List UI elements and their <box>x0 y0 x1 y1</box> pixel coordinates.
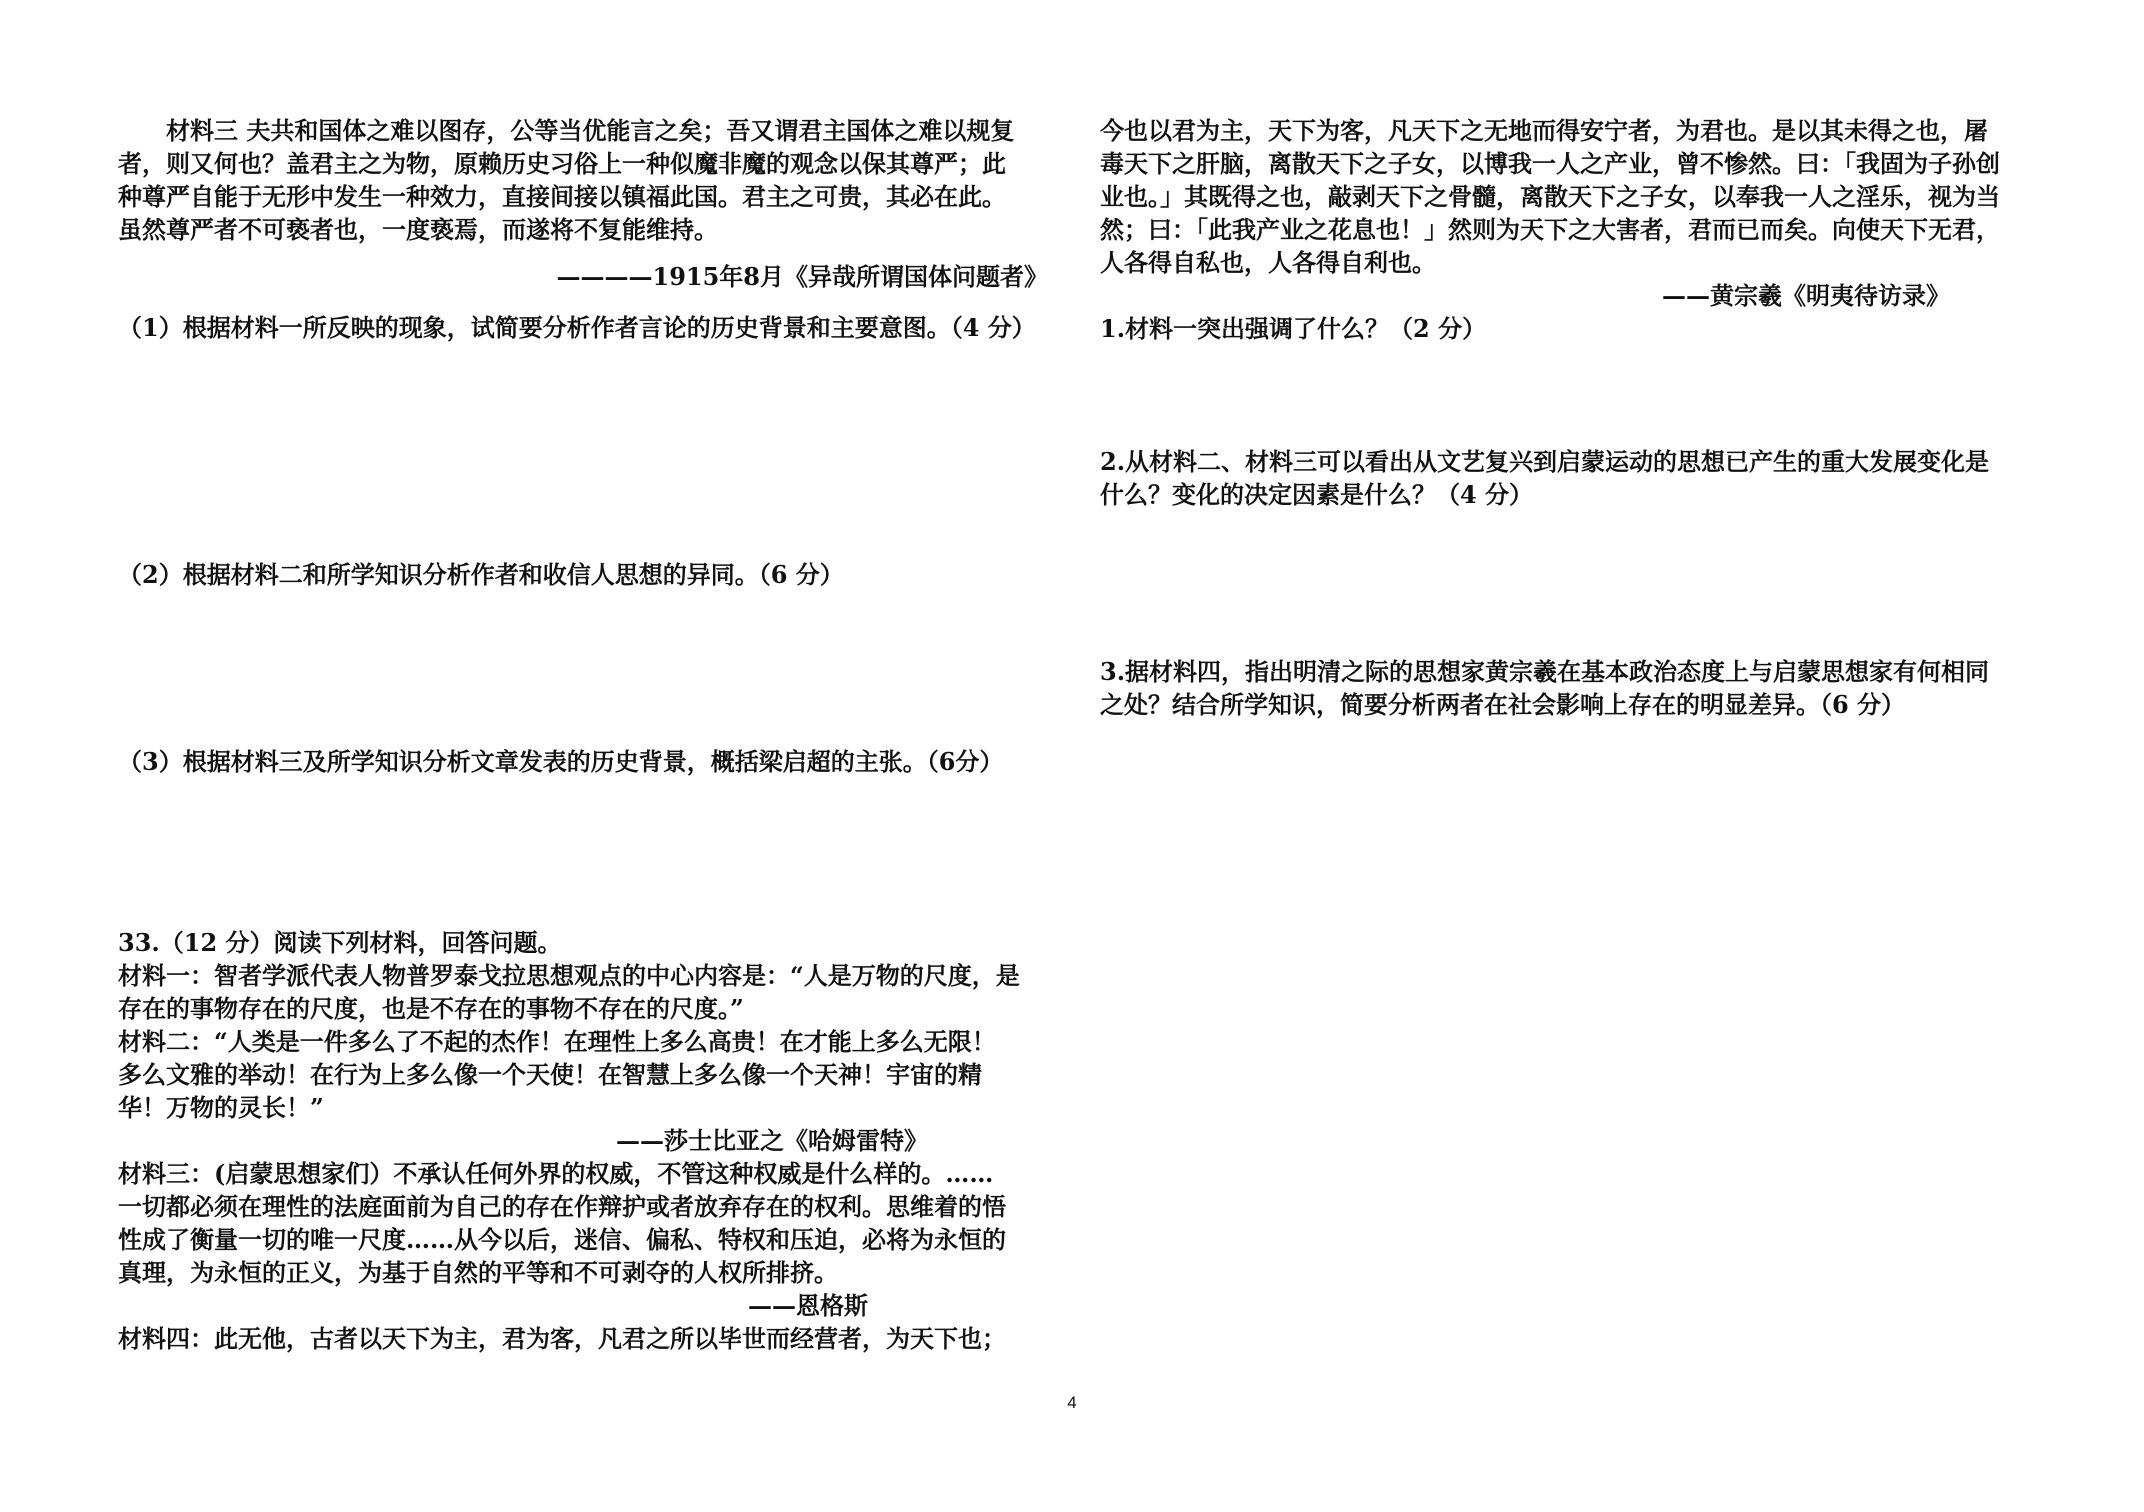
material-4-line: 材料四：此无他，古者以天下为主，君为客，凡君之所以毕世而经营者，为天下也； <box>118 1324 1006 1353</box>
material3-block <box>118 114 1058 246</box>
material3-line: 虽然尊严者不可亵者也，一度亵焉，而遂将不复能维持。 <box>118 215 718 244</box>
material-4-continued-line: 人各得自私也，人各得自利也。 <box>1100 248 1436 277</box>
material-2-line: 材料二：“人类是一件多么了不起的杰作！在理性上多么高贵！在才能上多么无限！ <box>118 1027 996 1056</box>
right-column <box>1100 114 2040 721</box>
material-3-line: 性成了衡量一切的唯一尺度……从今以后，迷信、偏私、特权和压迫，必将为永恒的 <box>118 1225 1006 1254</box>
right-question-2 <box>1100 445 2040 511</box>
right-question-3-line: 3.据材料四，指出明清之际的思想家黄宗羲在基本政治态度上与启蒙思想家有何相同 <box>1100 657 1990 686</box>
material-4-continued-line: 今也以君为主，天下为客，凡天下之无地而得安宁者，为君也。是以其未得之也，屠 <box>1100 116 1988 145</box>
question-33-heading: 33.（12 分）阅读下列材料，回答问题。 <box>118 928 562 957</box>
material-3-line: 真理，为永恒的正义，为基于自然的平等和不可剥夺的人权所排挤。 <box>118 1258 838 1287</box>
material-2-line: 华！万物的灵长！” <box>118 1093 324 1122</box>
right-question-3-line: 之处？结合所学知识，简要分析两者在社会影响上存在的明显差异。（6 分） <box>1100 690 1906 719</box>
question-1: （1）根据材料一所反映的现象，试简要分析作者言论的历史背景和主要意图。（4 分） <box>118 313 1036 342</box>
material3-line: 种尊严自能于无形中发生一种效力，直接间接以镇福此国。君主之可贵，其必在此。 <box>118 182 1006 211</box>
right-question-1: 1.材料一突出强调了什么？（2 分） <box>1100 314 1487 343</box>
right-question-3 <box>1100 655 2040 721</box>
material3-line: 材料三 夫共和国体之难以图存，公等当优能言之矣；吾又谓君主国体之难以规复 <box>166 116 1015 145</box>
material3-source: ————1915年8月《异哉所谓国体问题者》 <box>556 262 1048 291</box>
material-1-line: 存在的事物存在的尺度，也是不存在的事物不存在的尺度。” <box>118 994 744 1023</box>
material-4-continued-line: 然；曰：「此我产业之花息也！」然则为天下之大害者，君而已而矣。向使天下无君， <box>1100 215 2000 244</box>
page-number: 4 <box>1067 1393 1077 1412</box>
material-2-line: 多么文雅的举动！在行为上多么像一个天使！在智慧上多么像一个天神！宇宙的精 <box>118 1060 982 1089</box>
right-question-2-line: 什么？变化的决定因素是什么？（4 分） <box>1100 480 1534 509</box>
left-column <box>118 114 1058 1355</box>
material-4-continued-line: 业也。」其既得之也，敲剥天下之骨髓，离散天下之子女，以奉我一人之淫乐，视为当 <box>1100 182 2000 211</box>
material3-line: 者，则又何也？盖君主之为物，原赖历史习俗上一种似魔非魔的观念以保其尊严；此 <box>118 149 1006 178</box>
right-question-2-line: 2.从材料二、材料三可以看出从文艺复兴到启蒙运动的思想已产生的重大发展变化是 <box>1100 447 1990 476</box>
material-3-source: ——恩格斯 <box>748 1291 868 1320</box>
material-3-line: 材料三：(启蒙思想家们）不承认任何外界的权威，不管这种权威是什么样的。…… <box>118 1159 994 1188</box>
question-2: （2）根据材料二和所学知识分析作者和收信人思想的异同。（6 分） <box>118 560 844 589</box>
material-4-source: ——黄宗羲《明夷待访录》 <box>1662 281 1950 310</box>
material-3-line: 一切都必须在理性的法庭面前为自己的存在作辩护或者放弃存在的权利。思维着的悟 <box>118 1192 1006 1221</box>
question-3: （3）根据材料三及所学知识分析文章发表的历史背景，概括梁启超的主张。（6分） <box>118 747 1004 776</box>
material-4-continued-line: 毒天下之肝脑，离散天下之子女，以博我一人之产业，曾不惨然。曰：「我固为子孙创 <box>1100 149 2000 178</box>
material-2-source: ——莎士比亚之《哈姆雷特》 <box>616 1126 928 1155</box>
material-1-line: 材料一：智者学派代表人物普罗泰戈拉思想观点的中心内容是：“人是万物的尺度，是 <box>118 961 1020 990</box>
